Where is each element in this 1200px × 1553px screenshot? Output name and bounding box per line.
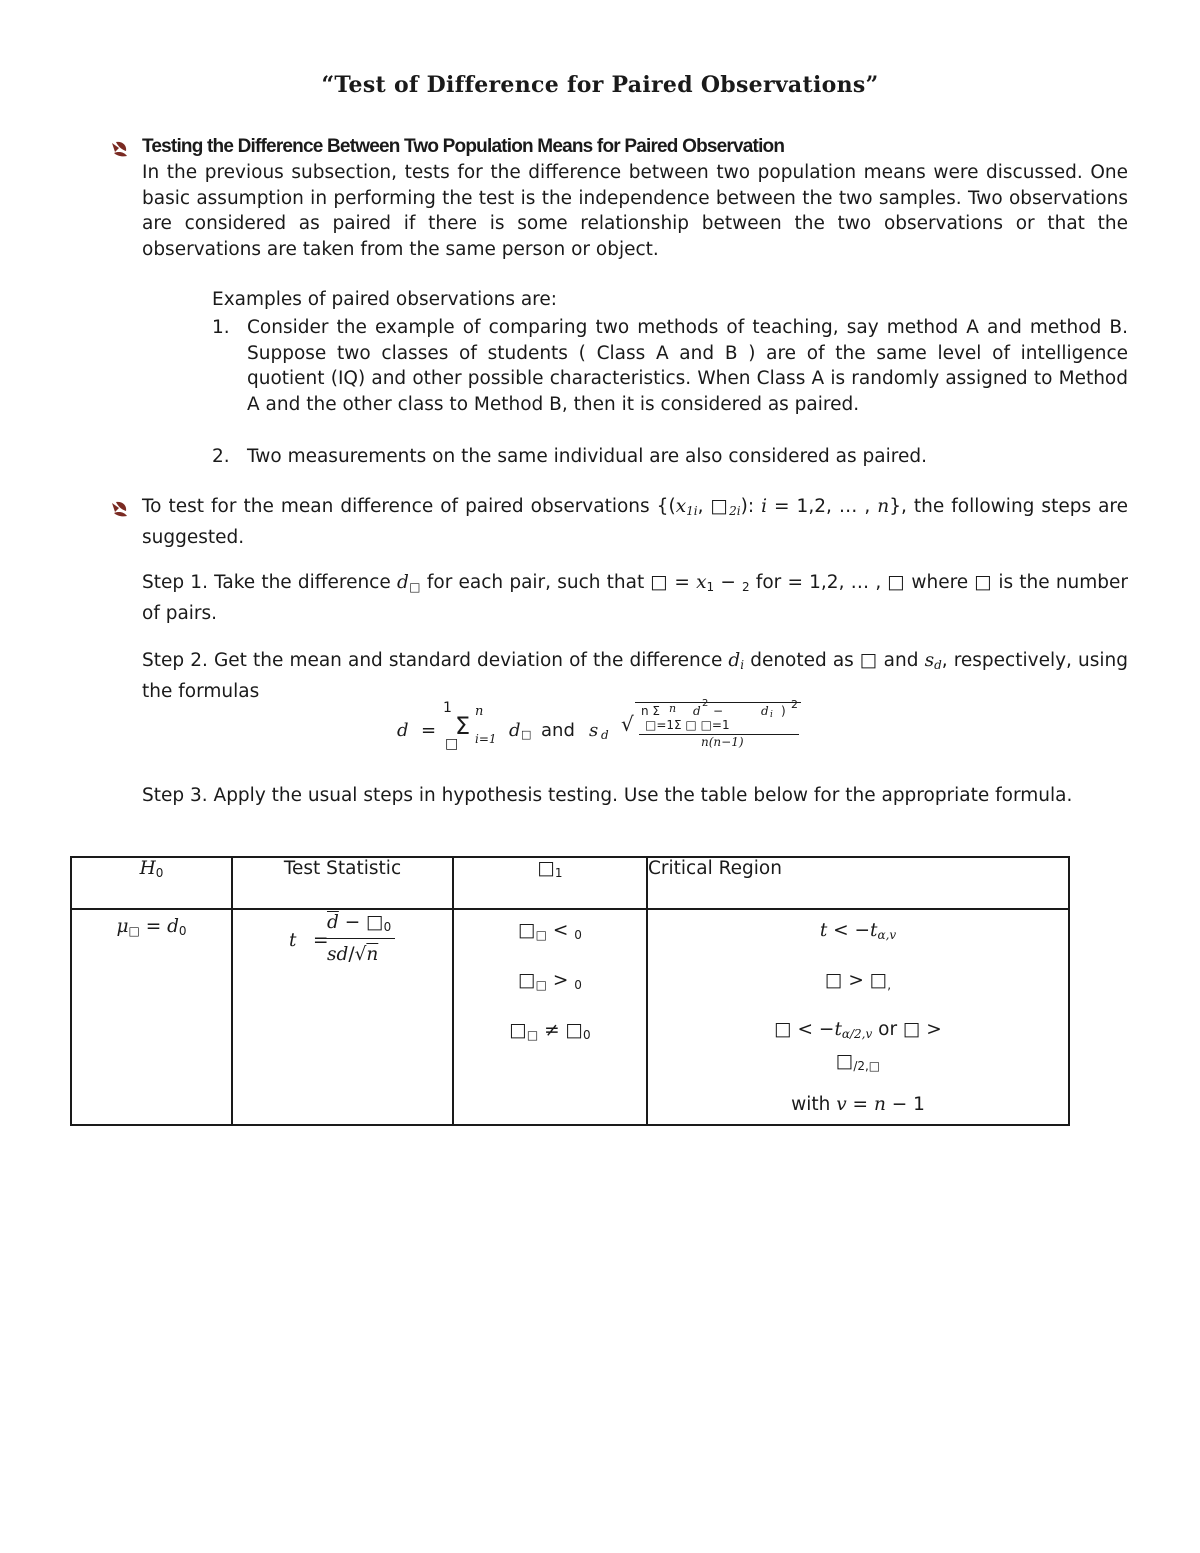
example-number: 2. xyxy=(212,446,230,467)
examples-label: Examples of paired observations are: xyxy=(212,289,557,310)
example-text: Two measurements on the same individual are also considered as paired. xyxy=(247,446,927,467)
sigma-symbol: Σ xyxy=(455,712,471,740)
step-1: Step 1. Take the difference $d_□$ for each pair, such that □ = $x_1 - _2$ for = 1,2, … , □ where □ is the number of pairs. xyxy=(142,572,1129,624)
fraction-numerator: $\overline{d}$ − $□_0$ xyxy=(327,912,392,934)
alternative-less: $□_□ < _0$ xyxy=(518,920,582,942)
test-table xyxy=(70,856,1070,1126)
leaf-bullet-icon xyxy=(110,139,130,159)
alternative-hypothesis-cell xyxy=(453,909,647,1125)
example-item xyxy=(212,315,1128,417)
page-title: “Test of Difference for Paired Observations” xyxy=(321,72,879,98)
d-bar: d xyxy=(397,720,409,741)
example-number: 1. xyxy=(212,317,230,338)
region-left-tail: $t < -t_{\alpha,v}$ xyxy=(819,920,897,942)
example-item xyxy=(212,444,1128,470)
sqrt-symbol: √ xyxy=(621,712,634,736)
section-heading: Testing the Difference Between Two Population Means for Paired Observation xyxy=(142,136,785,157)
test-statistic-cell: t = $\overline{d}$ − $□_0$ sd/√n xyxy=(232,909,453,1125)
null-hypothesis-cell: $\mu_□ = d_0$ xyxy=(71,909,232,1125)
procedure-intro: To test for the mean difference of paired observations {($x_{1i}$, $□_{2i}$): i = 1,2, … , n}, the following steps are suggested. xyxy=(142,496,1129,548)
table-row xyxy=(71,909,1069,1125)
header-test-statistic: Test Statistic xyxy=(232,857,453,909)
step-2: Step 2. Get the mean and standard deviation of the difference $d_i$ denoted as □ and $s_d$, respectively, using the formulas xyxy=(142,650,1128,702)
table-header-row xyxy=(71,857,1069,909)
step-3: Step 3. Apply the usual steps in hypothesis testing. Use the table below for the appropriate formula. xyxy=(142,785,1073,806)
intro-paragraph: In the previous subsection, tests for the difference between two population means were discussed. One basic assumption in performing the test is the independence between the two samples. Two observations are considered as paired if there is some relationship between the two observations or that the observations are taken from the same person or object. xyxy=(142,162,1128,260)
alternative-not-equal: $□_□$ ≠ $□_0$ xyxy=(509,1020,591,1042)
example-text: Consider the example of comparing two methods of teaching, say method A and method B. Suppose two classes of students ( Class A and B ) are of the same level of intelligence quotient (IQ) and other possible characteristics. When Class A is randomly assigned to Method A and the other class to Method B, then it is considered as paired. xyxy=(247,317,1128,415)
region-right-tail: □ > $□_,$ xyxy=(824,970,892,992)
fraction-denominator: sd/√n xyxy=(327,944,379,965)
region-two-tail: □ < $-t_{\alpha/2,v}$ or □ > $□_{/2,□}$ xyxy=(774,1019,942,1073)
leaf-bullet-icon xyxy=(110,499,130,519)
header-critical-region: Critical Region xyxy=(647,857,1069,909)
degrees-of-freedom: with v = n − 1 xyxy=(791,1094,925,1115)
alternative-greater: $□_□ > _0$ xyxy=(518,970,582,992)
header-h1: $□_1$ xyxy=(453,857,647,909)
critical-region-cell xyxy=(647,909,1069,1125)
header-h0: $H_0$ xyxy=(71,857,232,909)
mean-sd-formula: d = 1 □ Σ n i=1 d □ and s d √ n Σ n d 2 − d i ) 2 □=1Σ □ □=1 n(n−1) xyxy=(395,700,815,756)
